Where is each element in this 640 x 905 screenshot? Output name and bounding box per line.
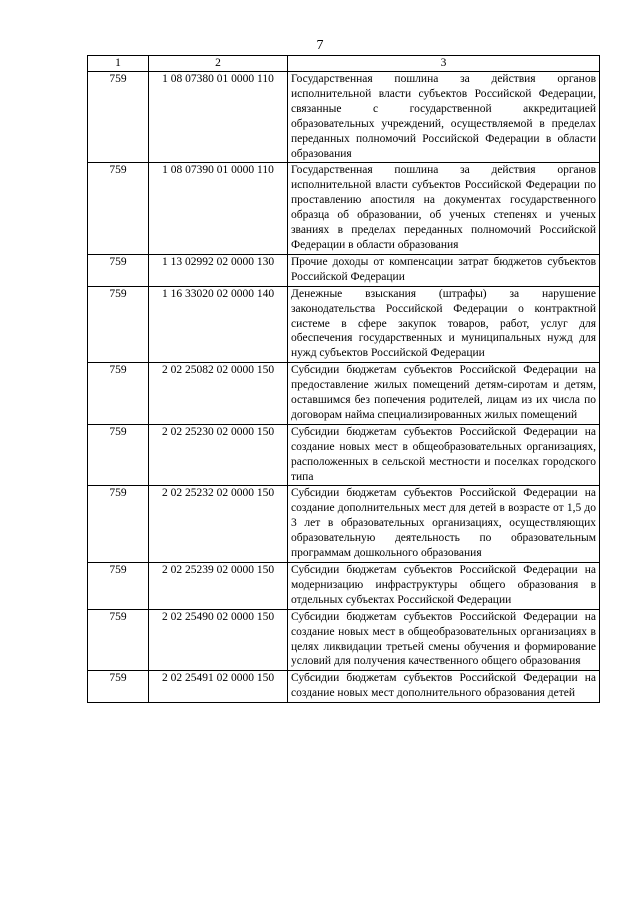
revenue-name-cell: Государственная пошлина за действия органов исполнительной власти субъектов Российской Федерации, связанные с государственной аккредитацией образовательных учреждений, осуществляемой в пределах переданных полномочий Российской Федерации в области образования	[288, 72, 600, 163]
admin-code-cell: 759	[88, 254, 149, 286]
revenue-name-cell: Субсидии бюджетам субъектов Российской Федерации на создание новых мест в общеобразовательных организациях в целях ликвидации третьей смены обучения и формирование условий для получения качественного общего образования	[288, 609, 600, 671]
revenue-code-cell: 1 16 33020 02 0000 140	[149, 286, 288, 363]
admin-code-cell: 759	[88, 286, 149, 363]
revenue-code-cell: 1 13 02992 02 0000 130	[149, 254, 288, 286]
table-row	[88, 486, 600, 563]
revenue-name-cell: Субсидии бюджетам субъектов Российской Федерации на модернизацию инфраструктуры общего образования в отдельных субъектах Российской Федерации	[288, 563, 600, 610]
page-number: 7	[316, 38, 324, 53]
admin-code-cell: 759	[88, 671, 149, 703]
header-col-2: 2	[149, 56, 288, 72]
admin-code-cell: 759	[88, 163, 149, 254]
revenue-name-cell: Государственная пошлина за действия органов исполнительной власти субъектов Российской Федерации по проставлению апостиля на документах государственного образца об образовании, об ученых степенях и ученых званиях в пределах переданных полномочий Российской Федерации в области образования	[288, 163, 600, 254]
admin-code-cell: 759	[88, 424, 149, 486]
table-row	[88, 286, 600, 363]
table-row	[88, 671, 600, 703]
budget-codes-table	[87, 55, 600, 703]
revenue-name-cell: Субсидии бюджетам субъектов Российской Федерации на предоставление жилых помещений детям-сиротам и детям, оставшимся без попечения родителей, лицам из их числа по договорам найма специализированных жилых помещений	[288, 363, 600, 425]
admin-code-cell: 759	[88, 563, 149, 610]
revenue-name-cell: Субсидии бюджетам субъектов Российской Федерации на создание новых мест дополнительного образования детей	[288, 671, 600, 703]
revenue-code-cell: 2 02 25232 02 0000 150	[149, 486, 288, 563]
revenue-name-cell: Субсидии бюджетам субъектов Российской Федерации на создание новых мест в общеобразовательных организациях, расположенных в сельской местности и поселках городского типа	[288, 424, 600, 486]
revenue-code-cell: 2 02 25491 02 0000 150	[149, 671, 288, 703]
revenue-name-cell: Денежные взыскания (штрафы) за нарушение законодательства Российской Федерации о контрактной системе в сфере закупок товаров, работ, услуг для обеспечения государственных и муниципальных нужд для нужд субъектов Российской Федерации	[288, 286, 600, 363]
table-row	[88, 163, 600, 254]
revenue-code-cell: 2 02 25490 02 0000 150	[149, 609, 288, 671]
revenue-code-cell: 2 02 25239 02 0000 150	[149, 563, 288, 610]
revenue-name-cell: Прочие доходы от компенсации затрат бюджетов субъектов Российской Федерации	[288, 254, 600, 286]
table-row	[88, 72, 600, 163]
table-row	[88, 424, 600, 486]
admin-code-cell: 759	[88, 486, 149, 563]
admin-code-cell: 759	[88, 609, 149, 671]
admin-code-cell: 759	[88, 363, 149, 425]
table-row	[88, 563, 600, 610]
table-header-row	[88, 56, 600, 72]
revenue-code-cell: 2 02 25230 02 0000 150	[149, 424, 288, 486]
admin-code-cell: 759	[88, 72, 149, 163]
header-col-1: 1	[88, 56, 149, 72]
table-row	[88, 363, 600, 425]
revenue-name-cell: Субсидии бюджетам субъектов Российской Федерации на создание дополнительных мест для детей в возрасте от 1,5 до 3 лет в образовательных организациях, осуществляющих образовательную деятельность по образовательным программам дошкольного образования	[288, 486, 600, 563]
header-col-3: 3	[288, 56, 600, 72]
revenue-code-cell: 1 08 07380 01 0000 110	[149, 72, 288, 163]
revenue-code-cell: 2 02 25082 02 0000 150	[149, 363, 288, 425]
table-row	[88, 609, 600, 671]
table-row	[88, 254, 600, 286]
revenue-code-cell: 1 08 07390 01 0000 110	[149, 163, 288, 254]
